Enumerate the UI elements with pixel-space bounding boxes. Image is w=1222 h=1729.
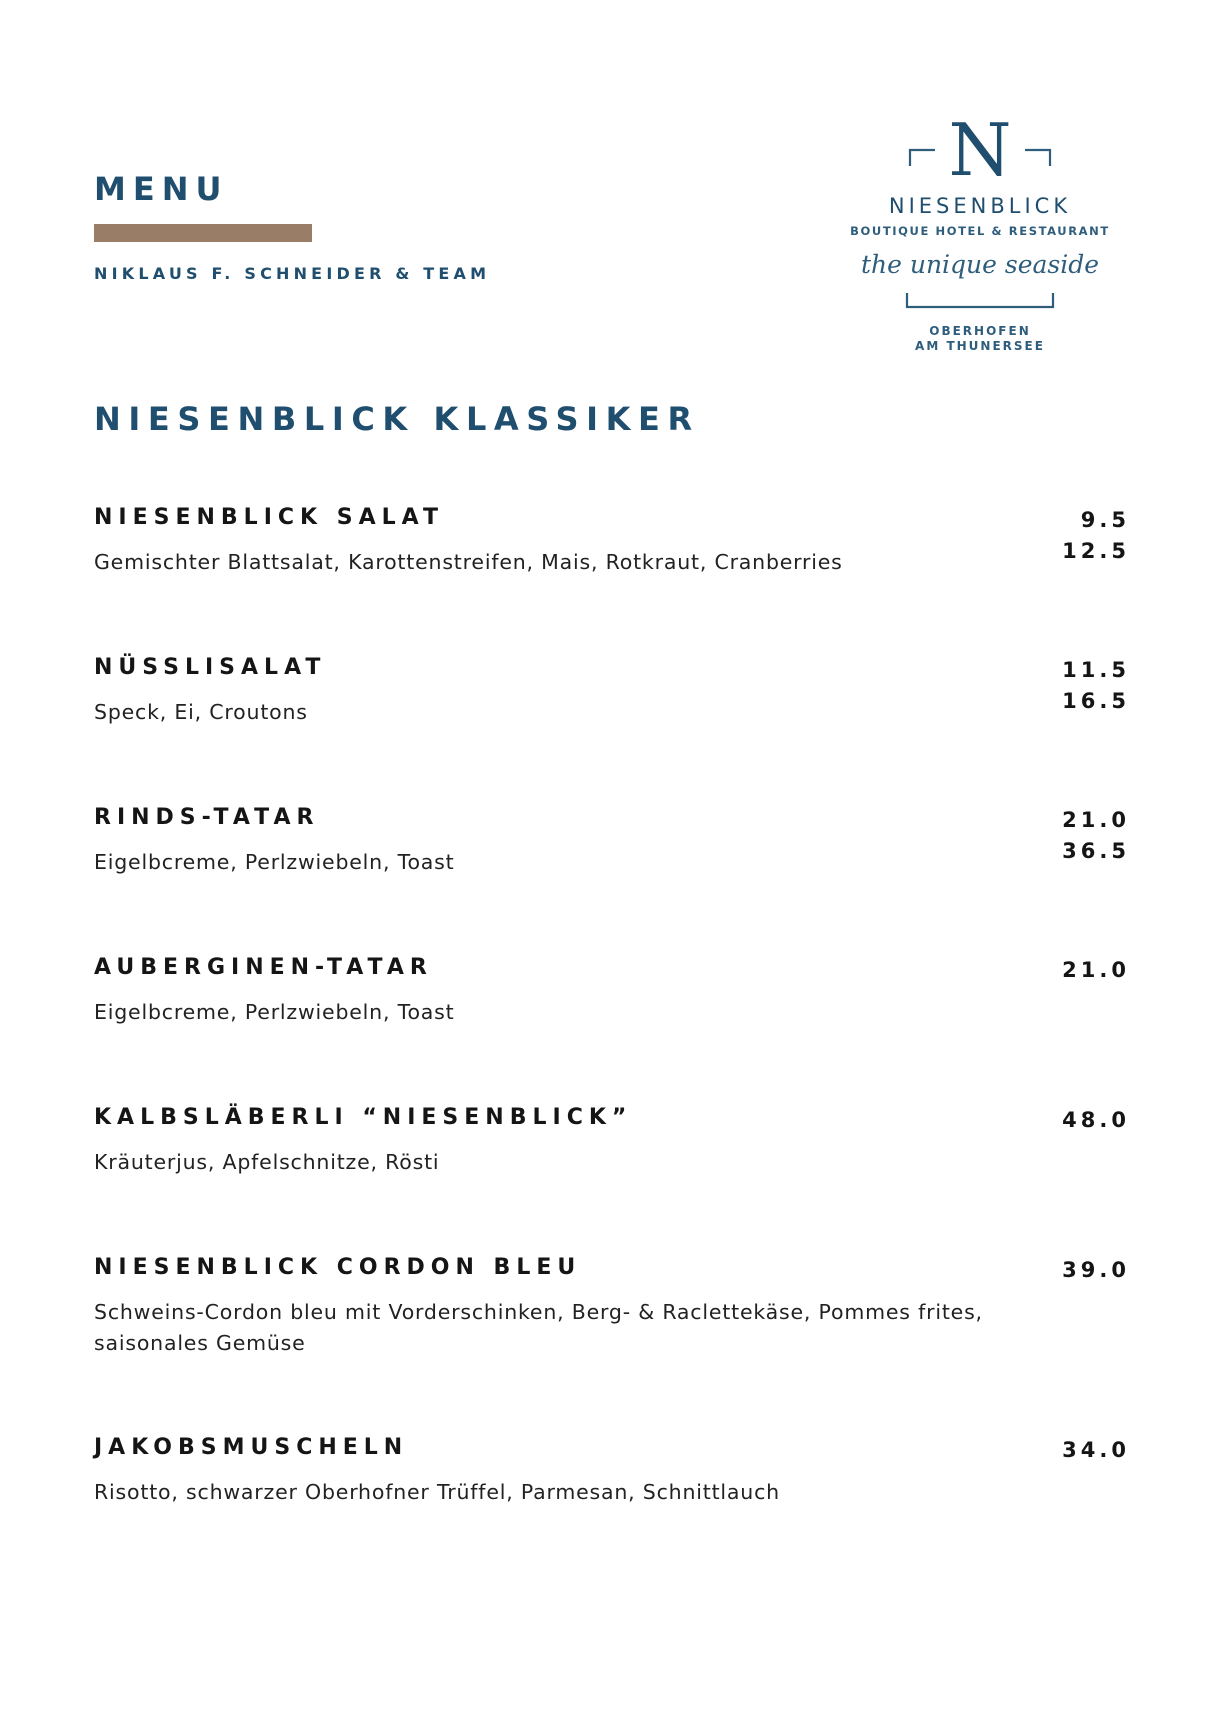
logo-name: NIESENBLICK — [888, 194, 1072, 218]
item-description: Eigelbcreme, Perlzwiebeln, Toast — [94, 1000, 455, 1024]
chef-credit: NIKLAUS F. SCHNEIDER & TEAM — [94, 264, 491, 283]
item-price: 21.0 — [1062, 958, 1130, 982]
logo-location-line2: AM THUNERSEE — [915, 339, 1045, 353]
item-name: NIESENBLICK SALAT — [94, 505, 444, 530]
logo-letter: N — [948, 108, 1012, 192]
item-prices — [1062, 1255, 1130, 1286]
item-price: 12.5 — [1062, 539, 1130, 563]
item-name: NIESENBLICK CORDON BLEU — [94, 1255, 582, 1280]
restaurant-logo — [840, 110, 1120, 360]
title-underline-bar — [94, 224, 312, 242]
item-description: Eigelbcreme, Perlzwiebeln, Toast — [94, 850, 455, 874]
item-description: Risotto, schwarzer Oberhofner Trüffel, Parmesan, Schnittlauch — [94, 1480, 780, 1504]
item-description: Speck, Ei, Croutons — [94, 700, 308, 724]
menu-title: MENU — [94, 170, 229, 208]
item-price: 34.0 — [1062, 1438, 1130, 1462]
item-price: 39.0 — [1062, 1258, 1130, 1282]
logo-tagline: the unique seaside — [860, 250, 1100, 279]
logo-location — [840, 324, 1120, 354]
item-price: 48.0 — [1062, 1108, 1130, 1132]
item-description: Gemischter Blattsalat, Karottenstreifen, Mais, Rotkraut, Cranberries — [94, 550, 843, 574]
item-price: 9.5 — [1080, 508, 1130, 532]
item-price: 11.5 — [1062, 658, 1130, 682]
logo-location-line1: OBERHOFEN — [929, 324, 1031, 338]
item-prices — [1062, 505, 1130, 567]
item-prices — [1062, 955, 1130, 986]
item-price: 21.0 — [1062, 808, 1130, 832]
section-heading: NIESENBLICK KLASSIKER — [94, 400, 700, 438]
item-price: 16.5 — [1062, 689, 1130, 713]
item-description: Schweins-Cordon bleu mit Vorderschinken, Berg- & Raclettekäse, Pommes frites, saisonales Gemüse — [94, 1300, 983, 1355]
item-description: Kräuterjus, Apfelschnitze, Rösti — [94, 1150, 440, 1174]
item-prices — [1062, 1105, 1130, 1136]
item-name: RINDS-TATAR — [94, 805, 320, 830]
item-name: NÜSSLISALAT — [94, 655, 327, 680]
item-prices — [1062, 1435, 1130, 1466]
item-name: KALBSLÄBERLI “NIESENBLICK” — [94, 1105, 633, 1130]
item-name: JAKOBSMUSCHELN — [94, 1435, 409, 1460]
item-price: 36.5 — [1062, 839, 1130, 863]
item-prices — [1062, 655, 1130, 717]
item-prices — [1062, 805, 1130, 867]
item-name: AUBERGINEN-TATAR — [94, 955, 433, 980]
logo-subtitle: BOUTIQUE HOTEL & RESTAURANT — [850, 224, 1110, 238]
